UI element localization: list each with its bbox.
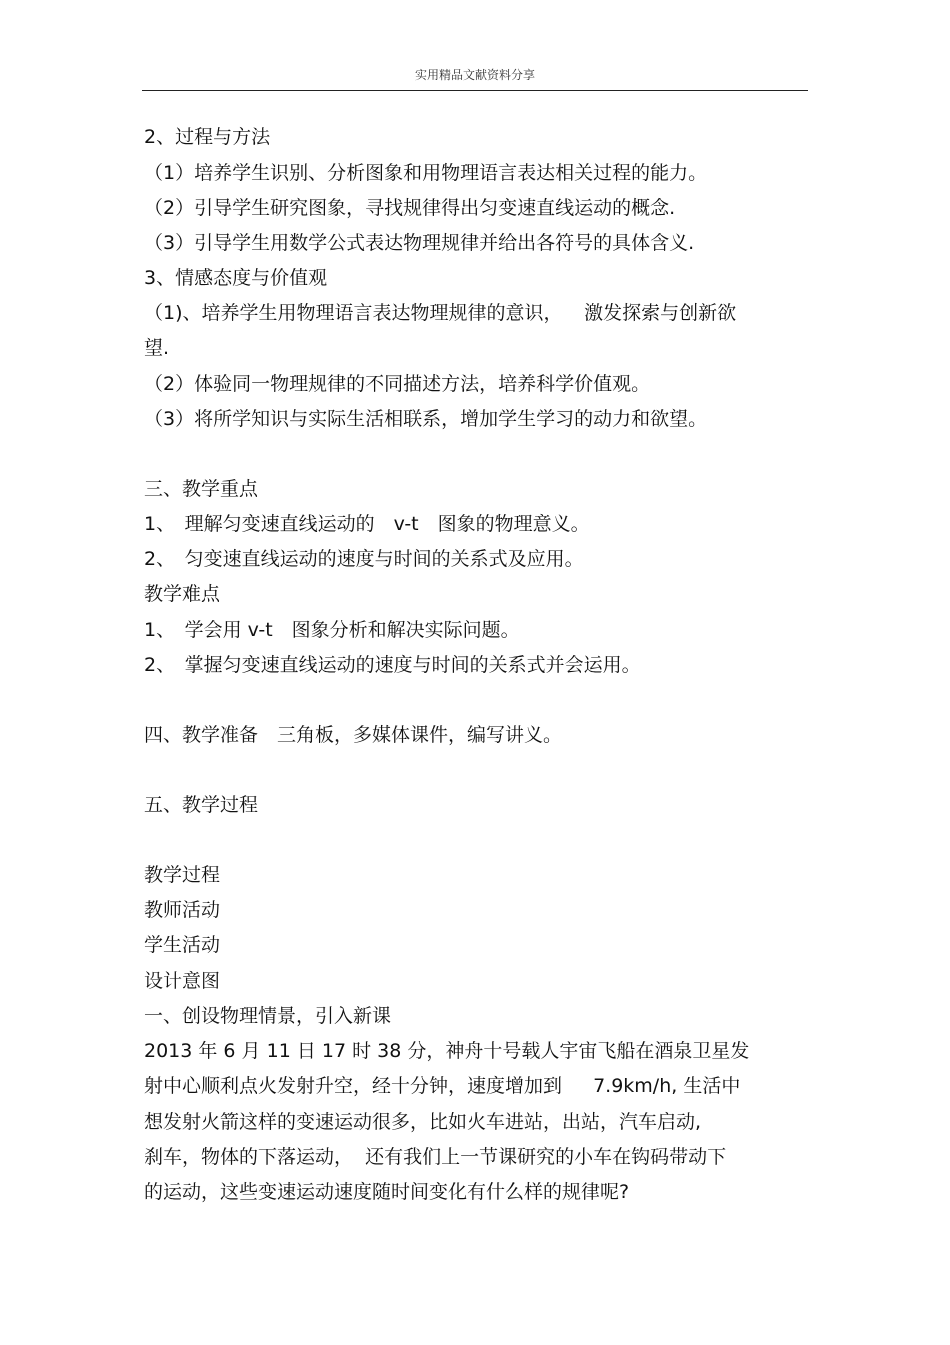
text-line: 望. <box>144 337 170 359</box>
text-line: 教学难点 <box>144 583 221 605</box>
text-line: 2、 匀变速直线运动的速度与时间的关系式及应用。 <box>144 548 584 570</box>
text-line: 教师活动 <box>144 899 221 921</box>
text-line: 2、 掌握匀变速直线运动的速度与时间的关系式并会运用。 <box>144 654 641 676</box>
text-line: （2）体验同一物理规律的不同描述方法，培养科学价值观。 <box>144 373 651 395</box>
text-line: 刹车，物体的下落运动， 还有我们上一节课研究的小车在钩码带动下 <box>144 1146 727 1168</box>
section-heading: 三、教学重点 <box>144 478 259 500</box>
section-heading: 五、教学过程 <box>144 794 259 816</box>
text-line: 学生活动 <box>144 934 221 956</box>
text-line: 想发射火箭这样的变速运动很多，比如火车进站，出站，汽车启动, <box>144 1111 702 1133</box>
section-heading: 四、教学准备 三角板，多媒体课件，编写讲义。 <box>144 724 563 746</box>
text-line: （1)、培养学生用物理语言表达物理规律的意识， 激发探索与创新欲 <box>144 302 737 324</box>
text-line: （2）引导学生研究图象，寻找规律得出匀变速直线运动的概念. <box>144 197 676 219</box>
header-divider <box>142 90 808 91</box>
text-line: 的运动，这些变速运动速度随时间变化有什么样的规律呢? <box>144 1181 630 1203</box>
text-line: 1、 学会用 v-t 图象分析和解决实际问题。 <box>144 619 520 641</box>
text-line: 射中心顺利点火发射升空，经十分钟，速度增加到 7.9km/h, 生活中 <box>144 1075 741 1097</box>
text-line: （3）将所学知识与实际生活相联系，增加学生学习的动力和欲望。 <box>144 408 708 430</box>
page-header: 实用精品文献资料分享 <box>414 68 535 82</box>
text-line: 2013 年 6 月 11 日 17 时 38 分，神舟十号载人宇宙飞船在酒泉卫星发 <box>144 1040 750 1062</box>
text-line: 设计意图 <box>144 970 221 992</box>
text-line: 2、过程与方法 <box>144 126 271 148</box>
text-line: 3、情感态度与价值观 <box>144 267 328 289</box>
text-line: 1、 理解匀变速直线运动的 v-t 图象的物理意义。 <box>144 513 590 535</box>
text-line: 一、创设物理情景，引入新课 <box>144 1005 392 1027</box>
text-line: （3）引导学生用数学公式表达物理规律并给出各符号的具体含义. <box>144 232 695 254</box>
text-line: （1）培养学生识别、分析图象和用物理语言表达相关过程的能力。 <box>144 162 708 184</box>
text-line: 教学过程 <box>144 864 221 886</box>
